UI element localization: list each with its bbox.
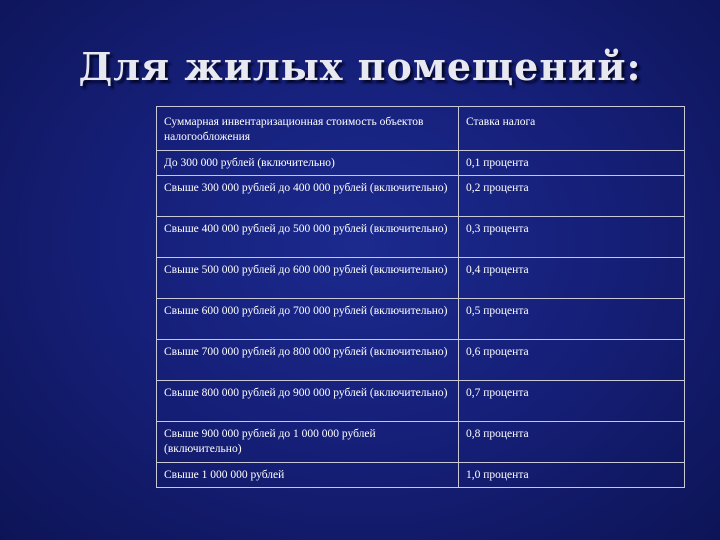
- cell-value-range: До 300 000 рублей (включительно): [157, 151, 459, 176]
- table-row: [157, 151, 685, 176]
- table-row: [157, 217, 685, 258]
- header-cell-value: Суммарная инвентаризационная стоимость объектов налогообложения: [157, 107, 459, 151]
- tax-rate-table: [156, 106, 685, 488]
- cell-value-range: Свыше 700 000 рублей до 800 000 рублей (включительно): [157, 340, 459, 381]
- cell-value-range: Свыше 800 000 рублей до 900 000 рублей (включительно): [157, 381, 459, 422]
- header-cell-rate: Ставка налога: [459, 107, 685, 151]
- cell-value-range: Свыше 400 000 рублей до 500 000 рублей (включительно): [157, 217, 459, 258]
- cell-tax-rate: 0,5 процента: [459, 299, 685, 340]
- cell-value-range: Свыше 1 000 000 рублей: [157, 463, 459, 488]
- table-header-row: [157, 107, 685, 151]
- cell-tax-rate: 0,2 процента: [459, 176, 685, 217]
- slide-title: Для жилых помещений:: [78, 44, 642, 89]
- cell-value-range: Свыше 500 000 рублей до 600 000 рублей (включительно): [157, 258, 459, 299]
- table-row: [157, 422, 685, 463]
- cell-tax-rate: 0,8 процента: [459, 422, 685, 463]
- cell-value-range: Свыше 300 000 рублей до 400 000 рублей (включительно): [157, 176, 459, 217]
- cell-tax-rate: 0,1 процента: [459, 151, 685, 176]
- cell-tax-rate: 0,6 процента: [459, 340, 685, 381]
- cell-tax-rate: 1,0 процента: [459, 463, 685, 488]
- cell-tax-rate: 0,7 процента: [459, 381, 685, 422]
- table-row: [157, 176, 685, 217]
- cell-value-range: Свыше 600 000 рублей до 700 000 рублей (включительно): [157, 299, 459, 340]
- table-row: [157, 299, 685, 340]
- table-row: [157, 340, 685, 381]
- cell-tax-rate: 0,4 процента: [459, 258, 685, 299]
- cell-tax-rate: 0,3 процента: [459, 217, 685, 258]
- table-row: [157, 381, 685, 422]
- table-row: [157, 463, 685, 488]
- cell-value-range: Свыше 900 000 рублей до 1 000 000 рублей (включительно): [157, 422, 459, 463]
- table-row: [157, 258, 685, 299]
